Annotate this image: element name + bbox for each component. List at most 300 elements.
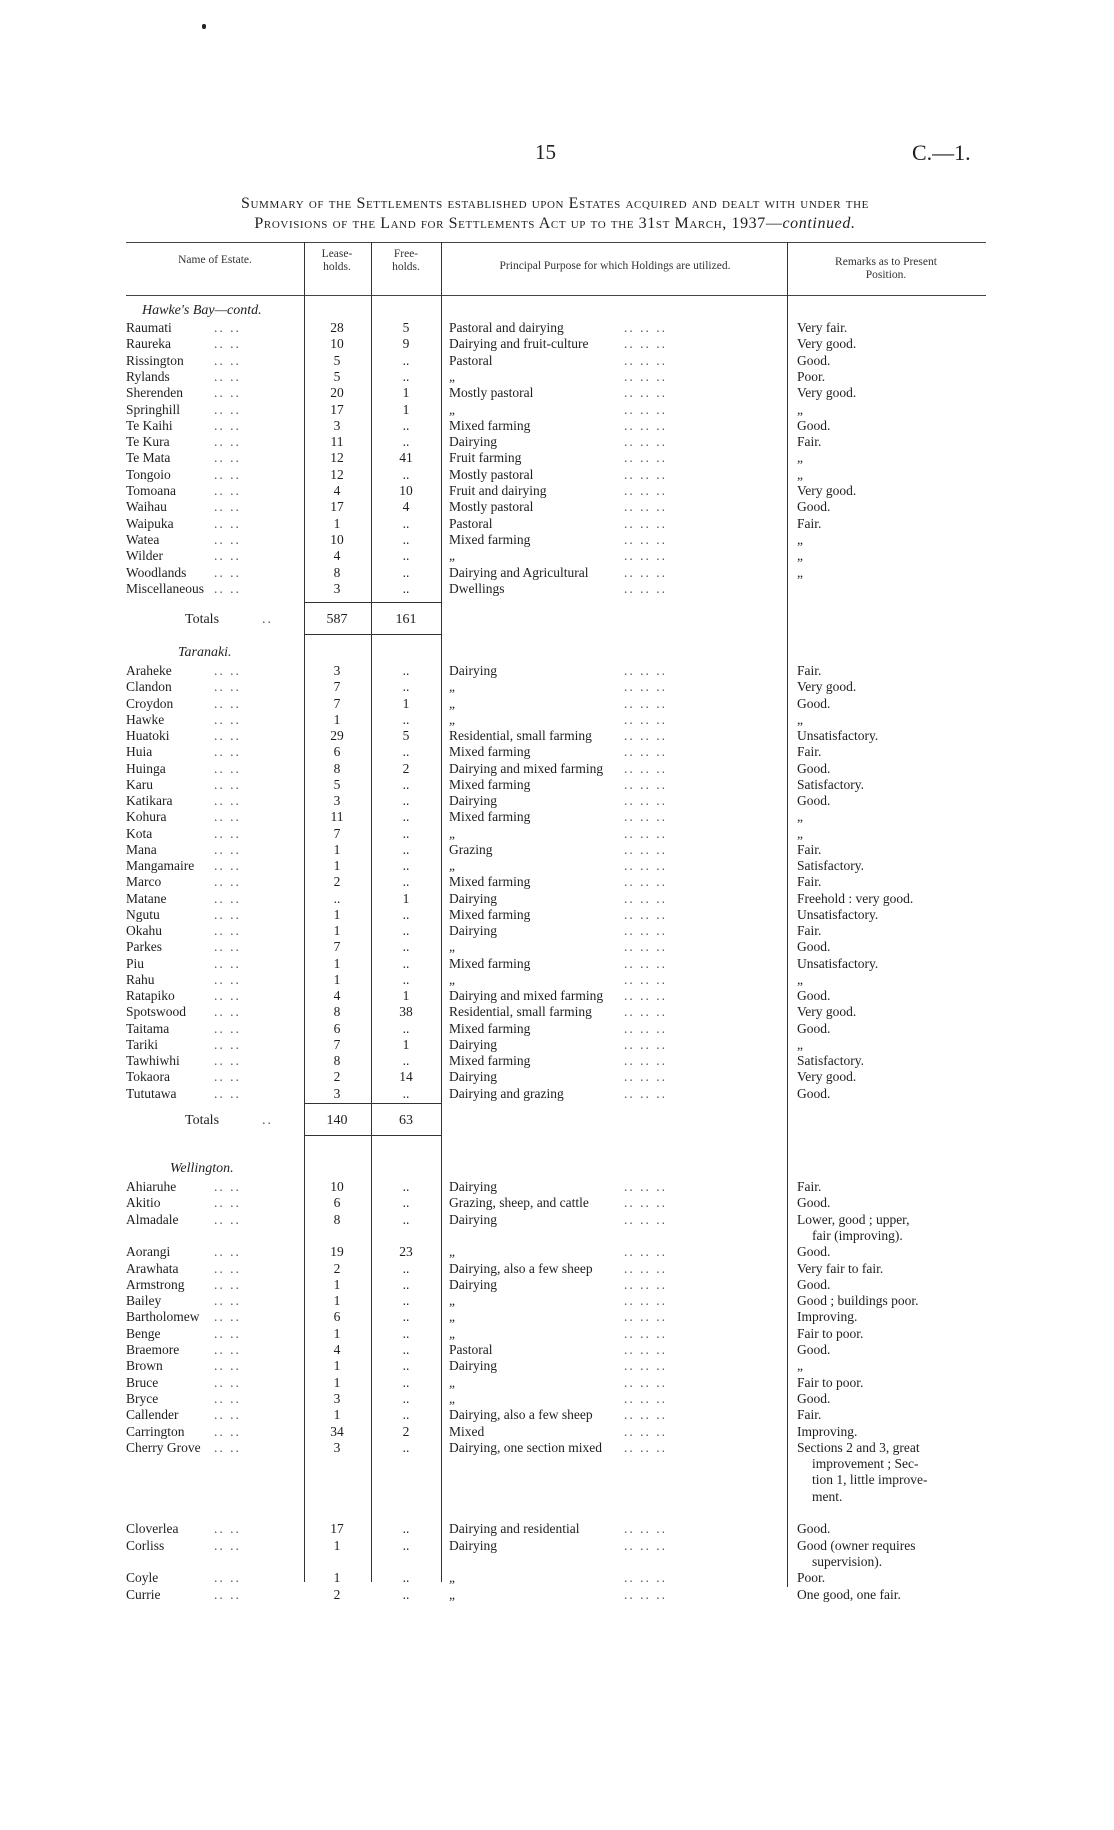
col-header-name: Name of Estate.: [178, 254, 252, 266]
leader-dots: .. ..: [214, 1053, 241, 1068]
leader-dots: .. .. ..: [624, 580, 667, 596]
estate-name: Parkes: [126, 939, 162, 955]
estate-name: Mangamaire: [126, 858, 195, 873]
table-row: [0, 352, 1114, 369]
estate-name: Hawke: [126, 711, 165, 727]
leader-dots: .. ..: [214, 890, 241, 906]
estate-name: Katikara: [126, 793, 173, 808]
remark-text: Satisfactory.: [797, 776, 864, 792]
purpose-text: Dairying, one section mixed: [449, 1439, 602, 1455]
leader-dots: .. .. ..: [624, 1407, 667, 1423]
leaseholds-value: 6: [333, 744, 341, 760]
purpose-text: Dairying and fruit-culture: [449, 336, 589, 352]
table-row: [0, 1052, 1114, 1069]
leader-dots: .. .. ..: [624, 1309, 667, 1325]
freeholds-value: ..: [402, 466, 410, 482]
estate-name: Bartholomew: [126, 1309, 200, 1325]
leaseholds-value: 12: [330, 466, 344, 482]
freeholds-value: ..: [402, 580, 410, 596]
totals-label: Totals: [185, 1113, 220, 1128]
totals-leaseholds: 140: [326, 1113, 348, 1128]
table-row: [0, 1390, 1114, 1407]
purpose-text: „: [449, 368, 455, 384]
leader-dots: ..: [262, 612, 273, 627]
freeholds-value: 5: [402, 320, 410, 335]
estate-name: Corliss: [126, 1537, 165, 1553]
estate-name: Clandon: [126, 679, 172, 695]
leaseholds-value: 10: [330, 1179, 344, 1194]
leaseholds-value: 8: [333, 1211, 341, 1227]
table-row: [0, 1423, 1114, 1440]
estate-name: Cherry Grove: [126, 1439, 201, 1455]
totals-freeholds: 63: [399, 1113, 413, 1128]
leader-dots: .. ..: [214, 1342, 241, 1357]
leader-dots: .. .. ..: [624, 483, 667, 498]
freeholds-value: ..: [402, 1276, 410, 1292]
remark-text: Very good.: [797, 483, 857, 498]
purpose-text: Residential, small farming: [449, 1004, 592, 1020]
leaseholds-value: 5: [333, 368, 341, 384]
leader-dots: .. ..: [214, 564, 241, 580]
leaseholds-value: 6: [333, 1309, 341, 1325]
freeholds-value: ..: [402, 368, 410, 384]
leaseholds-value: 8: [333, 1004, 341, 1020]
remark-text: „: [797, 466, 803, 482]
purpose-text: „: [449, 1325, 455, 1341]
totals-bottom-rule: [304, 1135, 441, 1136]
remark-text: Poor.: [797, 1570, 826, 1586]
leader-dots: .. .. ..: [624, 679, 667, 695]
purpose-text: „: [449, 548, 455, 564]
leader-dots: .. .. ..: [624, 1276, 667, 1292]
col-header-remarks: Remarks as to Present Position.: [835, 256, 937, 281]
table-row: [0, 678, 1114, 695]
leaseholds-value: 1: [333, 841, 341, 857]
estate-name: Waipuka: [126, 515, 174, 531]
purpose-text: „: [449, 1293, 455, 1309]
title-line-2: Provisions of the Land for Settlements Act up to the 31st March, 1937—continued.: [254, 215, 856, 232]
table-row: [0, 1003, 1114, 1020]
leader-dots: .. .. ..: [624, 663, 667, 678]
estate-name: Te Kaihi: [126, 417, 173, 433]
remark-text: One good, one fair.: [797, 1586, 901, 1602]
remark-text: „: [797, 1036, 803, 1052]
leader-dots: .. .. ..: [624, 1358, 667, 1374]
leaseholds-value: 1: [333, 1293, 341, 1309]
page-number: 15: [535, 140, 556, 164]
leader-dots: .. .. ..: [624, 760, 667, 776]
title-line-1: Summary of the Settlements established upon Estates acquired and dealt with under the: [241, 195, 869, 212]
leaseholds-value: 1: [333, 1570, 341, 1586]
table-row: [0, 711, 1114, 728]
leaseholds-value: 1: [333, 711, 341, 727]
leader-dots: .. .. ..: [624, 955, 667, 971]
leader-dots: .. ..: [214, 1586, 241, 1602]
remark-text: Fair.: [797, 1179, 822, 1194]
leaseholds-value: 3: [333, 580, 341, 596]
remark-text: Satisfactory.: [797, 858, 864, 873]
estate-name: Mana: [126, 841, 157, 857]
estate-name: Piu: [126, 955, 145, 971]
purpose-text: „: [449, 858, 455, 873]
leader-dots: .. ..: [214, 466, 241, 482]
remark-text: Improving.: [797, 1309, 858, 1325]
remark-text: „: [797, 971, 803, 987]
leader-dots: .. .. ..: [624, 988, 667, 1003]
leader-dots: .. .. ..: [624, 1195, 667, 1211]
leaseholds-value: 4: [333, 483, 341, 498]
leader-dots: .. ..: [214, 483, 241, 498]
freeholds-value: ..: [402, 417, 410, 433]
remark-text: Unsatisfactory.: [797, 955, 879, 971]
remark-text: Fair.: [797, 923, 822, 938]
leaseholds-value: 2: [333, 1586, 341, 1602]
remark-text: Good.: [797, 760, 831, 776]
purpose-text: Dairying and grazing: [449, 1085, 564, 1101]
leader-dots: .. .. ..: [624, 809, 667, 825]
remark-text: Fair.: [797, 515, 822, 531]
purpose-text: Mixed farming: [449, 874, 531, 890]
leaseholds-value: 11: [330, 434, 344, 450]
leader-dots: .. ..: [214, 1036, 241, 1052]
table-row: [0, 890, 1114, 907]
leader-dots: .. ..: [214, 450, 241, 466]
table-row: [0, 547, 1114, 564]
estate-name: Bailey: [126, 1293, 162, 1309]
leader-dots: .. ..: [214, 663, 241, 678]
leaseholds-value: 1: [333, 1537, 341, 1553]
document-title: [120, 194, 990, 234]
estate-name: Brown: [126, 1358, 163, 1374]
purpose-text: Mixed farming: [449, 744, 531, 760]
leader-dots: .. .. ..: [624, 385, 667, 401]
table-row: [0, 1178, 1114, 1195]
purpose-text: Dwellings: [449, 580, 505, 596]
remark-text: „: [797, 450, 803, 466]
remark-text: Very fair.: [797, 320, 848, 335]
estate-name: Te Kura: [126, 434, 170, 450]
estate-name: Sherenden: [126, 385, 183, 401]
purpose-text: Dairying: [449, 923, 497, 938]
leader-dots: .. .. ..: [624, 906, 667, 922]
remark-text: Good.: [797, 417, 831, 433]
table-row: [0, 906, 1114, 923]
table-row: [0, 335, 1114, 352]
leader-dots: .. ..: [214, 1521, 241, 1537]
remark-text: Satisfactory.: [797, 1053, 864, 1068]
leader-dots: .. .. ..: [624, 1342, 667, 1357]
leader-dots: .. ..: [214, 1439, 241, 1455]
freeholds-value: ..: [402, 858, 410, 873]
table-row: [0, 1211, 1114, 1228]
section-heading: Hawke's Bay—contd.: [142, 303, 262, 318]
freeholds-value: ..: [402, 776, 410, 792]
leader-dots: .. .. ..: [624, 1537, 667, 1553]
leader-dots: .. .. ..: [624, 1004, 667, 1020]
remark-text: Good.: [797, 499, 831, 515]
leaseholds-value: 6: [333, 1195, 341, 1211]
leader-dots: .. ..: [214, 971, 241, 987]
leader-dots: .. .. ..: [624, 1423, 667, 1439]
estate-name: Huinga: [126, 760, 166, 776]
purpose-text: „: [449, 1390, 455, 1406]
section-heading: Wellington.: [170, 1161, 234, 1176]
estate-name: Marco: [126, 874, 162, 890]
purpose-text: Dairying: [449, 793, 497, 808]
leader-dots: .. ..: [214, 385, 241, 401]
remark-text: Good.: [797, 1342, 831, 1357]
freeholds-value: ..: [402, 793, 410, 808]
purpose-text: Pastoral: [449, 352, 493, 368]
leader-dots: .. ..: [214, 1211, 241, 1227]
leader-dots: .. .. ..: [624, 1020, 667, 1036]
leader-dots: .. ..: [214, 923, 241, 938]
purpose-text: Dairying: [449, 1069, 497, 1085]
table-row: [0, 433, 1114, 450]
leaseholds-value: 19: [330, 1244, 344, 1260]
table-row: [0, 1036, 1114, 1053]
table-row: [0, 417, 1114, 434]
purpose-text: Mostly pastoral: [449, 499, 534, 515]
freeholds-value: ..: [402, 1342, 410, 1357]
estate-name: Raureka: [126, 336, 171, 352]
estate-name: Carrington: [126, 1423, 185, 1439]
leaseholds-value: 10: [330, 336, 344, 352]
estate-name: Matane: [126, 890, 167, 906]
leader-dots: .. .. ..: [624, 515, 667, 531]
remark-text: Very good.: [797, 385, 857, 401]
freeholds-value: 1: [402, 1036, 410, 1052]
table-row: [0, 971, 1114, 988]
purpose-text: Mixed farming: [449, 906, 531, 922]
col-header-leaseholds: Lease- holds.: [321, 248, 353, 273]
leader-dots: .. ..: [214, 825, 241, 841]
leader-dots: .. ..: [214, 1004, 241, 1020]
leader-dots: .. .. ..: [624, 1244, 667, 1260]
table-row: [0, 938, 1114, 955]
leader-dots: .. .. ..: [624, 971, 667, 987]
leader-dots: .. .. ..: [624, 1069, 667, 1085]
estate-name: Woodlands: [126, 564, 187, 580]
purpose-text: Mixed farming: [449, 1020, 531, 1036]
table-row: [0, 1357, 1114, 1374]
purpose-text: Mostly pastoral: [449, 385, 534, 401]
table-row: [0, 1276, 1114, 1293]
leader-dots: .. ..: [214, 1020, 241, 1036]
header-top-rule: [126, 242, 986, 243]
leader-dots: .. .. ..: [624, 695, 667, 711]
leaseholds-value: 28: [330, 320, 344, 335]
remark-text-continued: fair (improving).: [812, 1227, 903, 1243]
remark-continuation-row: [0, 1488, 1114, 1505]
remark-text: Good (owner requires: [797, 1537, 916, 1553]
remark-text: Fair.: [797, 744, 822, 760]
leader-dots: .. .. ..: [624, 1036, 667, 1052]
estate-name: Ratapiko: [126, 988, 175, 1003]
estate-name: Rahu: [126, 971, 155, 987]
remark-continuation-row: [0, 1227, 1114, 1244]
estate-name: Springhill: [126, 401, 181, 417]
leaseholds-value: 1: [333, 1358, 341, 1374]
remark-text: Fair.: [797, 874, 822, 890]
freeholds-value: 1: [402, 385, 410, 401]
leaseholds-value: 5: [333, 352, 341, 368]
purpose-text: Mixed farming: [449, 417, 531, 433]
purpose-text: Dairying: [449, 1537, 497, 1553]
leader-dots: .. ..: [214, 1276, 241, 1292]
purpose-text: Dairying and Agricultural: [449, 564, 589, 580]
freeholds-value: ..: [402, 1020, 410, 1036]
leader-dots: .. .. ..: [624, 1439, 667, 1455]
table-row: [0, 760, 1114, 777]
remark-text: „: [797, 825, 803, 841]
remark-text: Good.: [797, 1085, 831, 1101]
leader-dots: .. .. ..: [624, 1053, 667, 1068]
remark-text: „: [797, 1358, 803, 1374]
leader-dots: .. .. ..: [624, 352, 667, 368]
leader-dots: .. .. ..: [624, 1390, 667, 1406]
leader-dots: .. .. ..: [624, 401, 667, 417]
estate-name: Bruce: [126, 1374, 159, 1390]
table-row: [0, 1569, 1114, 1586]
leaseholds-value: 1: [333, 858, 341, 873]
freeholds-value: 2: [402, 1423, 410, 1439]
freeholds-value: 4: [402, 499, 410, 515]
leaseholds-value: 3: [333, 1439, 341, 1455]
leader-dots: .. ..: [214, 368, 241, 384]
remark-text: „: [797, 531, 803, 547]
table-row: [0, 401, 1114, 418]
remark-text: Good.: [797, 988, 831, 1003]
freeholds-value: ..: [402, 531, 410, 547]
purpose-text: Dairying, also a few sheep: [449, 1407, 593, 1423]
table-row: [0, 1325, 1114, 1342]
leader-dots: .. .. ..: [624, 1179, 667, 1194]
leader-dots: .. ..: [214, 841, 241, 857]
leader-dots: .. .. ..: [624, 434, 667, 450]
leader-dots: .. .. ..: [624, 1521, 667, 1537]
leader-dots: .. ..: [214, 906, 241, 922]
remark-text: Fair.: [797, 663, 822, 678]
purpose-text: Dairying and residential: [449, 1521, 580, 1537]
leaseholds-value: 1: [333, 906, 341, 922]
leaseholds-value: 2: [333, 1260, 341, 1276]
purpose-text: Dairying: [449, 434, 497, 450]
freeholds-value: ..: [402, 1390, 410, 1406]
table-row: [0, 1374, 1114, 1391]
freeholds-value: ..: [402, 825, 410, 841]
leaseholds-value: 4: [333, 548, 341, 564]
leader-dots: .. .. ..: [624, 858, 667, 873]
estate-name: Huia: [126, 744, 153, 760]
freeholds-value: ..: [402, 711, 410, 727]
leader-dots: .. .. ..: [624, 368, 667, 384]
estate-name: Ngutu: [126, 906, 160, 922]
table-row: [0, 1292, 1114, 1309]
freeholds-value: ..: [402, 1374, 410, 1390]
freeholds-value: ..: [402, 1439, 410, 1455]
table-row: [0, 1260, 1114, 1277]
remark-continuation-row: [0, 1553, 1114, 1570]
estate-name: Watea: [126, 531, 160, 547]
leader-dots: .. .. ..: [624, 450, 667, 466]
purpose-text: Dairying, also a few sheep: [449, 1260, 593, 1276]
leader-dots: .. ..: [214, 793, 241, 808]
remark-text: Fair.: [797, 434, 822, 450]
table-row: [0, 498, 1114, 515]
leaseholds-value: 29: [330, 728, 344, 743]
estate-name: Tokaora: [126, 1069, 171, 1085]
remark-text: Freehold : very good.: [797, 890, 914, 906]
estate-name: Cloverlea: [126, 1521, 179, 1537]
purpose-text: Dairying: [449, 890, 497, 906]
purpose-text: Pastoral: [449, 1342, 493, 1357]
purpose-text: Dairying: [449, 1276, 497, 1292]
leaseholds-value: 7: [333, 679, 341, 695]
purpose-text: „: [449, 695, 455, 711]
leaseholds-value: 17: [330, 499, 344, 515]
purpose-text: „: [449, 939, 455, 955]
header-bottom-rule: [126, 295, 986, 296]
remark-continuation-row: [0, 1471, 1114, 1488]
table-row: [0, 1341, 1114, 1358]
table-row: [0, 368, 1114, 385]
estate-name: Wilder: [126, 548, 163, 564]
freeholds-value: ..: [402, 939, 410, 955]
col-header-freeholds: Free- holds.: [392, 248, 420, 273]
leader-dots: .. .. ..: [624, 466, 667, 482]
table-row: [0, 1068, 1114, 1085]
freeholds-value: ..: [402, 1195, 410, 1211]
leader-dots: .. .. ..: [624, 336, 667, 352]
leaseholds-value: 12: [330, 450, 344, 466]
purpose-text: „: [449, 825, 455, 841]
freeholds-value: ..: [402, 679, 410, 695]
leader-dots: .. ..: [214, 1423, 241, 1439]
col-header-purpose: Principal Purpose for which Holdings are utilized.: [499, 260, 731, 272]
leaseholds-value: 34: [330, 1423, 344, 1439]
leader-dots: .. .. ..: [624, 939, 667, 955]
leaseholds-value: 7: [333, 1036, 341, 1052]
leaseholds-value: 8: [333, 1053, 341, 1068]
leader-dots: .. ..: [214, 744, 241, 760]
remark-text-continued: tion 1, little improve-: [812, 1472, 928, 1488]
table-row: [0, 1537, 1114, 1554]
purpose-text: Dairying and mixed farming: [449, 988, 604, 1003]
estate-name: Rylands: [126, 368, 170, 384]
table-row: [0, 1439, 1114, 1456]
freeholds-value: 1: [402, 890, 410, 906]
leaseholds-value: 3: [333, 793, 341, 808]
remark-text: Good.: [797, 1276, 831, 1292]
table-row: [0, 743, 1114, 760]
leader-dots: .. ..: [214, 401, 241, 417]
remark-text: Sections 2 and 3, great: [797, 1439, 920, 1455]
leaseholds-value: 1: [333, 1407, 341, 1423]
estate-name: Almadale: [126, 1211, 179, 1227]
leader-dots: .. .. ..: [624, 890, 667, 906]
estate-name: Tariki: [126, 1036, 159, 1052]
leader-dots: .. ..: [214, 1358, 241, 1374]
remark-text: Good.: [797, 793, 831, 808]
purpose-text: „: [449, 679, 455, 695]
estate-name: Tongoio: [126, 466, 171, 482]
freeholds-value: ..: [402, 352, 410, 368]
table-row: [0, 776, 1114, 793]
table-row: [0, 580, 1114, 597]
leader-dots: .. ..: [214, 499, 241, 515]
freeholds-value: 41: [399, 450, 413, 466]
